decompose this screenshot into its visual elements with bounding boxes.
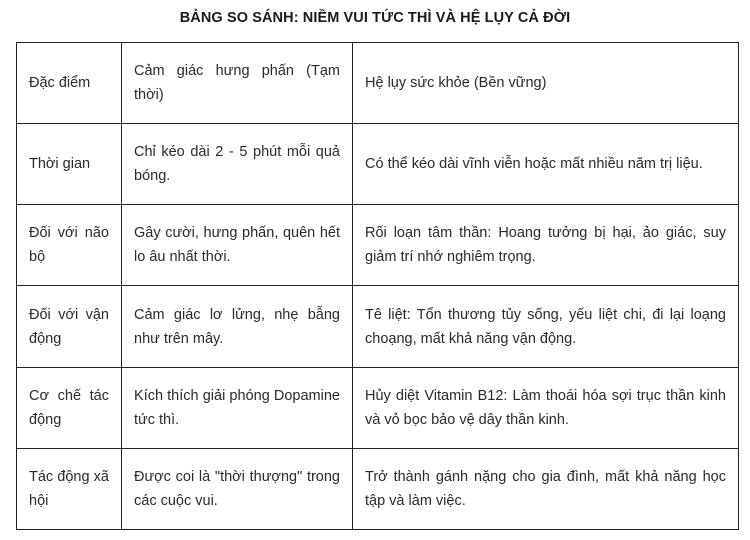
table-cell-feature: Thời gian xyxy=(17,124,122,205)
table-cell-temporary: Kích thích giải phóng Dopamine tức thì. xyxy=(122,367,353,448)
table-row xyxy=(17,124,739,205)
table-cell-feature: Đối với vận động xyxy=(17,286,122,367)
table-row xyxy=(17,448,739,529)
table-cell-temporary: Gây cười, hưng phấn, quên hết lo âu nhất thời. xyxy=(122,205,353,286)
table-cell-consequence: Trở thành gánh nặng cho gia đình, mất khả năng học tập và làm việc. xyxy=(353,448,739,529)
table-row xyxy=(17,286,739,367)
table-title: BẢNG SO SÁNH: NIỀM VUI TỨC THÌ VÀ HỆ LỤY CẢ ĐỜI xyxy=(179,10,571,26)
table-row xyxy=(17,367,739,448)
header-cell-temporary: Cảm giác hưng phấn (Tạm thời) xyxy=(122,43,353,124)
header-cell-feature: Đặc điểm xyxy=(17,43,122,124)
comparison-table xyxy=(16,42,739,530)
table-cell-consequence: Rối loạn tâm thần: Hoang tưởng bị hại, ảo giác, suy giảm trí nhớ nghiêm trọng. xyxy=(353,205,739,286)
header-cell-consequence: Hệ lụy sức khỏe (Bền vững) xyxy=(353,43,739,124)
table-cell-feature: Đối với não bộ xyxy=(17,205,122,286)
table-cell-temporary: Chỉ kéo dài 2 - 5 phút mỗi quả bóng. xyxy=(122,124,353,205)
table-cell-temporary: Được coi là "thời thượng" trong các cuộc vui. xyxy=(122,448,353,529)
table-cell-feature: Cơ chế tác động xyxy=(17,367,122,448)
table-cell-consequence: Hủy diệt Vitamin B12: Làm thoái hóa sợi trục thần kinh và vỏ bọc bảo vệ dây thần kinh. xyxy=(353,367,739,448)
table-cell-temporary: Cảm giác lơ lửng, nhẹ bẫng như trên mây. xyxy=(122,286,353,367)
table-row xyxy=(17,205,739,286)
table-cell-consequence: Có thể kéo dài vĩnh viễn hoặc mất nhiều năm trị liệu. xyxy=(353,124,739,205)
table-cell-feature: Tác động xã hội xyxy=(17,448,122,529)
table-cell-consequence: Tê liệt: Tổn thương tủy sống, yếu liệt chi, đi lại loạng choạng, mất khả năng vận động. xyxy=(353,286,739,367)
table-row-header xyxy=(17,43,739,124)
